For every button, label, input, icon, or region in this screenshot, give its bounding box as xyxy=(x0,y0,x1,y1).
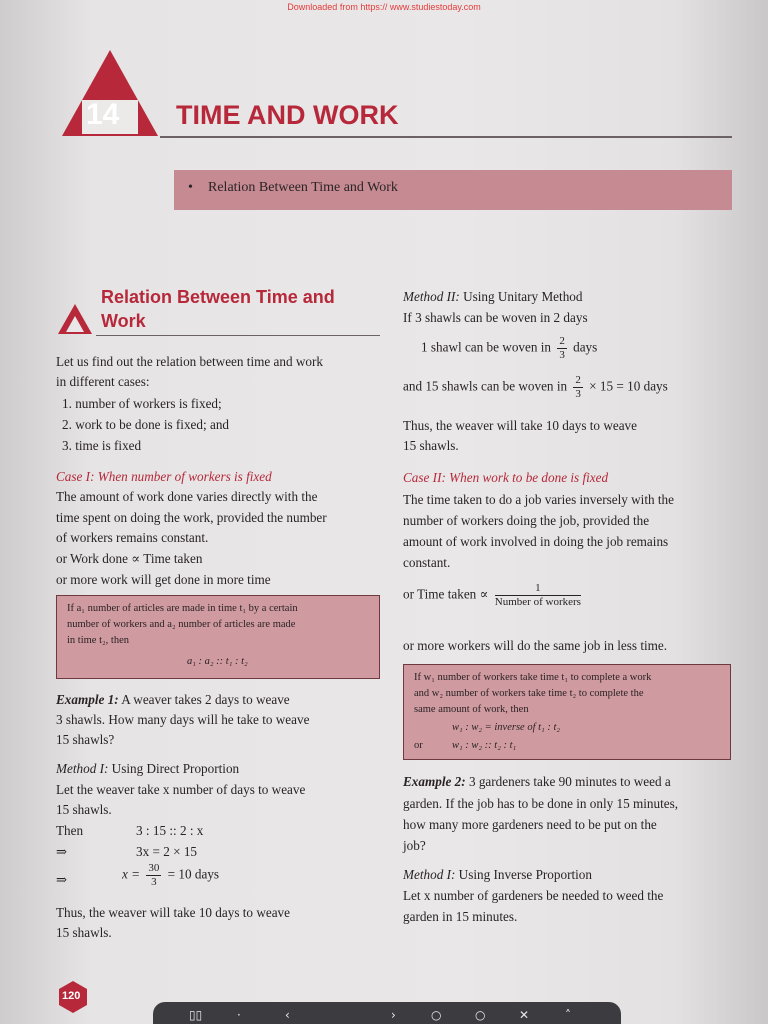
section-triangle-icon xyxy=(56,302,94,336)
method1-eq3-right: = 10 days xyxy=(167,866,220,882)
method1-line-1: Let the weaver take x number of days to weave xyxy=(56,782,306,797)
fraction-numerator: 2 xyxy=(559,335,565,347)
implies-arrow-2: ⇒ xyxy=(56,872,68,887)
chapter-number: 14 xyxy=(86,98,120,131)
method1-eq-3 xyxy=(122,862,219,889)
section-title-line1: Relation Between Time and xyxy=(101,287,335,307)
example1-line-1 xyxy=(56,690,290,711)
fraction-inverse-workers xyxy=(495,582,581,609)
more-icon[interactable]: ˄ xyxy=(565,1008,571,1022)
method3-line-2: garden in 15 minutes. xyxy=(403,909,518,924)
zoom-out-icon[interactable]: ○ xyxy=(431,1008,442,1022)
example2-line-2: garden. If the job has to be done in only 15 minutes, xyxy=(403,796,679,811)
example1-line-3: 15 shawls? xyxy=(56,732,115,747)
example1-text-1: A weaver takes 2 days to weave xyxy=(118,692,290,707)
fraction-numerator: 1 xyxy=(495,582,581,596)
case2-para-line-2: number of workers doing the job, provided the xyxy=(403,513,650,528)
case2-or-line-1 xyxy=(403,582,584,609)
example1-line-2: 3 shawls. How many days will he take to weave xyxy=(56,712,310,727)
example2-text-1: 3 gardeners take 90 minutes to weed a xyxy=(465,774,671,789)
section-title-line2: Work xyxy=(101,311,146,331)
method3-heading xyxy=(403,865,592,886)
method3-title: Using Inverse Proportion xyxy=(455,867,592,882)
fraction-numerator: 30 xyxy=(148,862,160,874)
fraction-2-over-3 xyxy=(573,374,583,401)
box2-line-5: w₁ : w₂ :: t₂ : t₁ xyxy=(452,740,517,751)
case-list-item-2: 2. work to be done is fixed; and xyxy=(62,417,230,432)
topic-label: Relation Between Time and Work xyxy=(208,180,398,195)
method1-conclusion-2: 15 shawls. xyxy=(56,925,112,940)
topic-bar xyxy=(174,170,732,210)
case2-para-line-1: The time taken to do a job varies inversely with the xyxy=(403,492,675,507)
case1-para-line-3: of workers remains constant. xyxy=(56,530,209,545)
method2-line2-a: 1 shawl can be woven in xyxy=(421,339,552,355)
method1-label: Method I: xyxy=(56,761,109,776)
fraction-denominator: 3 xyxy=(575,388,581,400)
intro-line-1: Let us find out the relation between time and work xyxy=(56,354,323,369)
download-banner: Downloaded from https:// www.studiestoday.com xyxy=(287,2,481,12)
method1-eq3-left: x = xyxy=(122,866,141,882)
method1-title: Using Direct Proportion xyxy=(108,761,240,776)
method1-eq-2: 3x = 2 × 15 xyxy=(136,844,198,859)
previous-icon[interactable]: ‹ xyxy=(285,1008,290,1022)
fraction-denominator: 3 xyxy=(559,349,565,361)
case2-or-line-2: or more workers will do the same job in less time. xyxy=(403,638,668,653)
rule-box-inverse xyxy=(403,664,731,760)
method2-line-3 xyxy=(403,374,668,401)
box1-line-4: a₁ : a₂ :: t₁ : t₂ xyxy=(187,656,248,667)
fraction-30-over-3 xyxy=(146,862,161,889)
chapter-rule xyxy=(160,136,732,138)
box2-line-5-or: or xyxy=(414,740,423,751)
case1-para-line-1: The amount of work done varies directly with the xyxy=(56,489,318,504)
box2-line-1: If w₁ number of workers take time t₁ to complete a work xyxy=(414,672,652,683)
example1-label: Example 1: xyxy=(56,692,119,707)
case1-para-line-2: time spent on doing the work, provided the number xyxy=(56,510,327,525)
method1-heading xyxy=(56,759,239,780)
section-title xyxy=(101,285,335,333)
box1-line-1: If a₁ number of articles are made in time t₁ by a certain xyxy=(67,603,298,614)
example2-label: Example 2: xyxy=(403,774,466,789)
case1-or-line-2: or more work will get done in more time xyxy=(56,572,271,587)
box1-line-2: number of workers and a₂ number of articles are made xyxy=(67,619,296,630)
fraction-2-over-3 xyxy=(557,335,567,362)
method2-line-1: If 3 shawls can be woven in 2 days xyxy=(403,310,588,325)
method2-line-2 xyxy=(421,335,597,362)
fullscreen-icon[interactable]: ✕ xyxy=(519,1008,530,1022)
method1-eq-1: 3 : 15 :: 2 : x xyxy=(136,823,204,838)
method2-line2-b: days xyxy=(573,339,598,355)
example2-line-4: job? xyxy=(403,838,426,853)
method2-conclusion-2: 15 shawls. xyxy=(403,438,459,453)
case2-para-line-4: constant. xyxy=(403,555,451,570)
section-rule xyxy=(96,335,380,336)
case2-para-line-3: amount of work involved in doing the job remains xyxy=(403,534,669,549)
method2-line3-b: × 15 = 10 days xyxy=(589,378,668,394)
method2-label: Method II: xyxy=(403,289,460,304)
zoom-in-icon[interactable]: ○ xyxy=(475,1008,486,1022)
box2-line-3: same amount of work, then xyxy=(414,704,529,715)
topic-bullet: • xyxy=(188,180,193,195)
case1-or-line-1: or Work done ∝ Time taken xyxy=(56,551,203,566)
box1-line-3: in time t₂, then xyxy=(67,635,129,646)
box2-line-4: w₁ : w₂ = inverse of t₁ : t₂ xyxy=(452,722,561,733)
method3-line-1: Let x number of gardeners be needed to weed the xyxy=(403,888,664,903)
implies-arrow-1: ⇒ xyxy=(56,844,68,859)
case-list-item-1: 1. number of workers is fixed; xyxy=(62,396,222,411)
method1-then: Then xyxy=(56,823,84,838)
method1-conclusion-1: Thus, the weaver will take 10 days to weave xyxy=(56,905,291,920)
chapter-title: TIME AND WORK xyxy=(176,100,399,130)
rule-box-direct xyxy=(56,595,380,679)
dot-icon[interactable]: · xyxy=(237,1008,241,1022)
method1-line-2: 15 shawls. xyxy=(56,802,112,817)
method2-title: Using Unitary Method xyxy=(459,289,583,304)
page-number: 120 xyxy=(62,990,81,1002)
fraction-denominator: 3 xyxy=(151,876,157,888)
method2-line3-a: and 15 shawls can be woven in xyxy=(403,378,568,394)
next-icon[interactable]: › xyxy=(391,1008,396,1022)
method3-label: Method I: xyxy=(403,867,456,882)
case1-heading: Case I: When number of workers is fixed xyxy=(56,469,272,484)
case-list-item-3: 3. time is fixed xyxy=(62,438,142,453)
method2-conclusion-1: Thus, the weaver will take 10 days to weave xyxy=(403,418,638,433)
example2-line-3: how many more gardeners need to be put on the xyxy=(403,817,657,832)
intro-line-2: in different cases: xyxy=(56,374,150,389)
two-page-view-icon[interactable]: ▯▯ xyxy=(189,1008,203,1022)
method2-heading xyxy=(403,287,582,308)
example2-line-1 xyxy=(403,772,671,793)
viewer-toolbar xyxy=(153,1002,621,1024)
case2-or1-text: or Time taken ∝ xyxy=(403,586,489,602)
box2-line-2: and w₂ number of workers take time t₂ to complete the xyxy=(414,688,644,699)
case2-heading: Case II: When work to be done is fixed xyxy=(403,470,609,485)
fraction-denominator: Number of workers xyxy=(494,596,581,608)
fraction-numerator: 2 xyxy=(575,374,581,386)
